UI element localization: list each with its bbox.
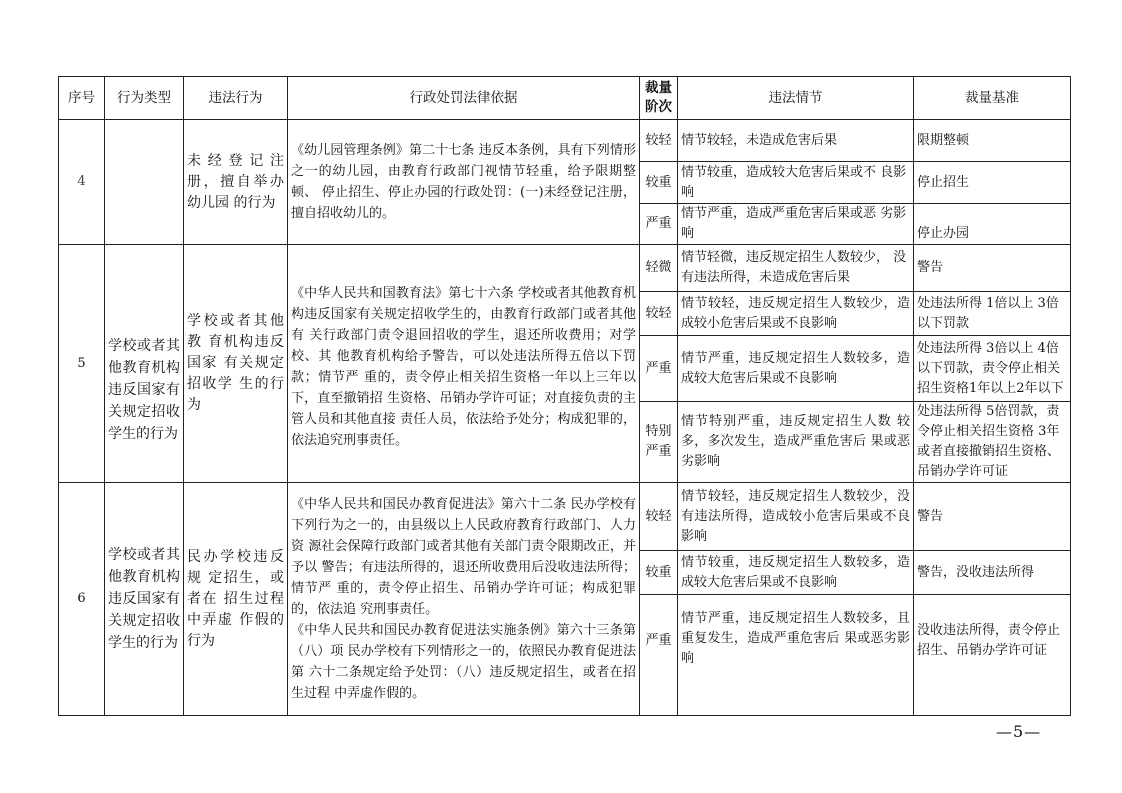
circumstance-cell: 情节特别严重，违反规定招生人数 较多，多次发生，造成严重危害后 果或恶劣影响	[678, 402, 914, 483]
circumstance-cell: 情节较重，造成较大危害后果或不 良影响	[678, 162, 914, 204]
level-cell: 较轻	[640, 483, 678, 551]
legal-basis	[288, 245, 640, 483]
standard-cell: 处违法所得 1倍以上 3倍以下罚款	[914, 292, 1071, 336]
row-number: 6	[59, 483, 105, 716]
level-cell: 严重	[640, 336, 678, 402]
penalty-table	[58, 76, 1071, 716]
page-number: —5—	[996, 722, 1042, 741]
circumstance-cell: 情节较轻，未造成危害后果	[678, 120, 914, 162]
standard-cell: 停止招生	[914, 162, 1071, 204]
circumstance-cell: 情节轻微，违反规定招生人数较少， 没有违法所得，未造成危害后果	[678, 245, 914, 292]
level-cell: 严重	[640, 204, 678, 245]
violation-cell: 学校或者其他教 育机构违反国家 有关规定招收学 生的行为	[184, 245, 288, 483]
circumstance-cell: 情节较轻，违反规定招生人数较少，造成较小危害后果或不良影响	[678, 292, 914, 336]
behavior-type: 学校或者其 他教育机构 违反国家有 关规定招收 学生的行为	[105, 245, 184, 483]
header-violation: 违法行为	[184, 77, 288, 120]
table-row	[59, 120, 1071, 162]
legal-basis-text: 《中华人民共和国民办教育促进法实施条例》第六十三条第（八）项 民办学校有下列情形之一的，依照民办教育促进法第 六十二条规定给予处罚：（八）违反规定招生，或者在招生过程 中弄虚作假的。	[291, 623, 636, 701]
legal-basis	[288, 120, 640, 245]
header-standard: 裁量基准	[914, 77, 1071, 120]
row-number: 5	[59, 245, 105, 483]
table-header-row	[59, 77, 1071, 120]
level-cell: 较轻	[640, 120, 678, 162]
circumstance-cell: 情节较轻，违反规定招生人数较少，没有违法所得，造成较小危害后果或不良影响	[678, 483, 914, 551]
header-no: 序号	[59, 77, 105, 120]
table-row	[59, 483, 1071, 551]
behavior-type: 学校或者其 他教育机构 违反国家有 关规定招收 学生的行为	[105, 483, 184, 716]
violation-cell: 民办学校违反规 定招生，或者在 招生过程中弄虚 作假的行为	[184, 483, 288, 716]
level-cell: 轻微	[640, 245, 678, 292]
circumstance-cell: 情节严重，造成严重危害后果或恶 劣影响	[678, 204, 914, 245]
violation-cell: 未经登记注册，擅自举办幼儿园 的行为	[184, 120, 288, 245]
header-level: 裁量阶次	[640, 77, 678, 120]
level-cell: 较重	[640, 551, 678, 595]
standard-cell: 没收违法所得，责令停止招生、吊销办学许可证	[914, 595, 1071, 716]
behavior-type	[105, 120, 184, 245]
legal-basis	[288, 483, 640, 716]
standard-cell: 警告	[914, 245, 1071, 292]
legal-basis-text: 《幼儿园管理条例》第二十七条 违反本条例，具有下列情形 之一的幼儿园，由教育行政部门视情节轻重，给予限期整顿、 停止招生、停止办园的行政处罚：(一)未经登记注册，擅自招收幼儿的。	[291, 143, 636, 221]
standard-cell: 处违法所得 3倍以上 4倍以下罚款，责令停止相关招生资格1年以上2年以下	[914, 336, 1071, 402]
circumstance-cell: 情节严重，违反规定招生人数较多，且重复发生，造成严重危害后 果或恶劣影响	[678, 595, 914, 716]
level-cell: 较轻	[640, 292, 678, 336]
level-cell: 特别严重	[640, 402, 678, 483]
level-cell: 严重	[640, 595, 678, 716]
row-number: 4	[59, 120, 105, 245]
standard-cell: 限期整顿	[914, 120, 1071, 162]
level-cell: 较重	[640, 162, 678, 204]
standard-cell: 停止办园	[914, 204, 1071, 245]
standard-cell: 处违法所得 5倍罚款，责令停止相关招生资格 3年或者直接撤销招生资格、吊销办学许可证	[914, 402, 1071, 483]
circumstance-cell: 情节较重，违反规定招生人数较多，造成较大危害后果或不良影响	[678, 551, 914, 595]
header-type: 行为类型	[105, 77, 184, 120]
header-circumstance: 违法情节	[678, 77, 914, 120]
table-row	[59, 245, 1071, 292]
standard-cell: 警告	[914, 483, 1071, 551]
legal-basis-text: 《中华人民共和国教育法》第七十六条 学校或者其他教育机 构违反国家有关规定招收学生的，由教育行政部门或者其他有 关行政部门责令退回招收的学生，退还所收费用；对学校、其 他教育机构给予警告，可以处违法所得五倍以下罚款；情节严 重的，责令停止相关招生资格一年以上三年以下，直至撤销招 生资格、吊销办学许可证；对直接负责的主管人员和其他直接 责任人员，依法给予处分；构成犯罪的，依法追究刑事责任。	[291, 285, 636, 448]
standard-cell: 警告，没收违法所得	[914, 551, 1071, 595]
header-basis: 行政处罚法律依据	[288, 77, 640, 120]
circumstance-cell: 情节严重，违反规定招生人数较多，造成较大危害后果或不良影响	[678, 336, 914, 402]
legal-basis-text: 《中华人民共和国民办教育促进法》第六十二条 民办学校有 下列行为之一的，由县级以上人民政府教育行政部门、人力资 源社会保障行政部门或者其他有关部门责令限期改正，并予以 警告；有违法所得的，退还所收费用后没收违法所得；情节严 重的，责令停止招生、吊销办学许可证；构成犯罪的，依法追 究刑事责任。	[291, 497, 636, 617]
